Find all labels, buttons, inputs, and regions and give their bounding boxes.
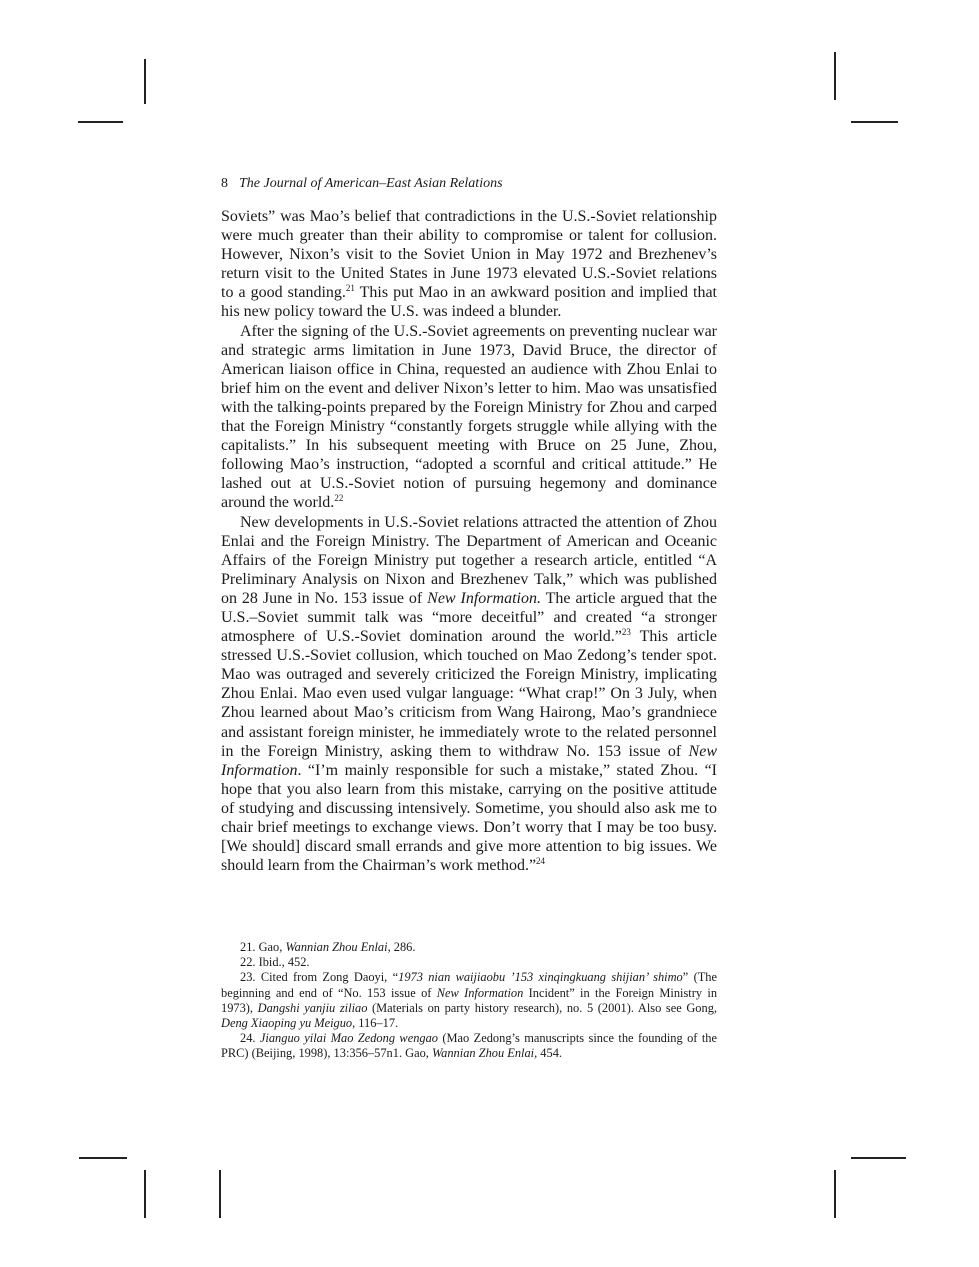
footnote-21: 21. Gao, Wannian Zhou Enlai, 286.: [240, 940, 416, 954]
footnote-ref: 21: [345, 283, 355, 294]
crop-mark: [851, 121, 898, 123]
crop-mark: [144, 1170, 146, 1218]
crop-mark: [219, 1170, 221, 1218]
footnotes: [221, 940, 717, 1062]
paragraph: Soviets” was Mao’s belief that contradictions in the U.S.-Soviet relationship were much greater than their ability to compromise or talent for collusion. However, Nixon’s visit to the Soviet Union in May 1972 and Brezhenev’s return visit to the United States in June 1973 elevated U.S.-Soviet relations to a good standing.$^{21}$ This put Mao in an awkward position and implied that his new policy toward the U.S. was indeed a blunder.: [221, 208, 718, 321]
footnote-ref: 22: [334, 493, 344, 504]
crop-mark: [144, 59, 146, 104]
crop-mark: [834, 1170, 836, 1218]
crop-mark: [851, 1157, 906, 1159]
crop-mark: [834, 52, 836, 100]
footnote-23: 23. Cited from Zong Daoyi, “1973 nian waijiaobu ’153 xinqingkuang shijian’ shimo” (The beginning and end of “No. 153 issue of New Information Incident” in the Foreign Ministry in 1973), Dangshi yanjiu ziliao (Materials on party history research), no. 5 (2001). Also see Gong, Deng Xiaoping yu Meiguo, 116–17.: [221, 970, 718, 1031]
crop-mark: [79, 1157, 127, 1159]
journal-title: The Journal of American–East Asian Relations: [239, 176, 503, 191]
footnote-ref: 23: [621, 627, 631, 638]
page-number: 8: [221, 176, 228, 191]
running-header: [221, 175, 721, 193]
paragraph: New developments in U.S.-Soviet relations attracted the attention of Zhou Enlai and the Foreign Ministry. The Department of American and Oceanic Affairs of the Foreign Ministry put together a research article, entitled “A Preliminary Analysis on Nixon and Brezhenev Talk,” which was published on 28 June in No. 153 issue of New Information. The article argued that the U.S.–Soviet summit talk was “more deceitful” and created “a stronger atmosphere of U.S.-Soviet domination around the world.”$^{23}$ This article stressed U.S.-Soviet collusion, which touched on Mao Zedong’s tender spot. Mao was outraged and severely criticized the Foreign Ministry, implicating Zhou Enlai. Mao even used vulgar language: “What crap!” On 3 July, when Zhou learned about Mao’s criticism from Wang Hairong, Mao’s grandniece and assistant foreign minister, he immediately wrote to the related personnel in the Foreign Ministry, asking them to withdraw No. 153 issue of New Information. “I’m mainly responsible for such a mistake,” stated Zhou. “I hope that you also learn from this mistake, carrying on the positive attitude of studying and discussing intensively. Sometime, you should also ask me to chair brief meetings to exchange views. Don’t worry that I may be too busy. [We should] discard small errands and give more attention to big issues. We should learn from the Chairman’s work method.”$^{24}$: [221, 513, 718, 875]
paragraph: After the signing of the U.S.-Soviet agreements on preventing nuclear war and strategic arms limitation in June 1973, David Bruce, the director of American liaison office in China, requested an audience with Zhou Enlai to brief him on the event and deliver Nixon’s letter to him. Mao was unsatisfied with the talking-points prepared by the Foreign Ministry for Zhou and carped that the Foreign Ministry “constantly forgets struggle while allying with the capitalists.” In his subsequent meeting with Bruce on 25 June, Zhou, following Mao’s instruction, “adopted a scornful and critical attitude.” He lashed out at U.S.-Soviet notion of pursuing hegemony and dominance around the world.$^{22}$: [221, 322, 717, 512]
body-text: [221, 207, 717, 875]
footnote-ref: 24: [536, 856, 546, 867]
footnote-24: 24. Jianguo yilai Mao Zedong wengao (Mao Zedong’s manuscripts since the founding of the PRC) (Beijing, 1998), 13:356–57n1. Gao, Wannian Zhou Enlai, 454.: [221, 1031, 717, 1061]
footnote-22: 22. Ibid., 452.: [240, 955, 310, 970]
crop-mark: [78, 121, 123, 123]
